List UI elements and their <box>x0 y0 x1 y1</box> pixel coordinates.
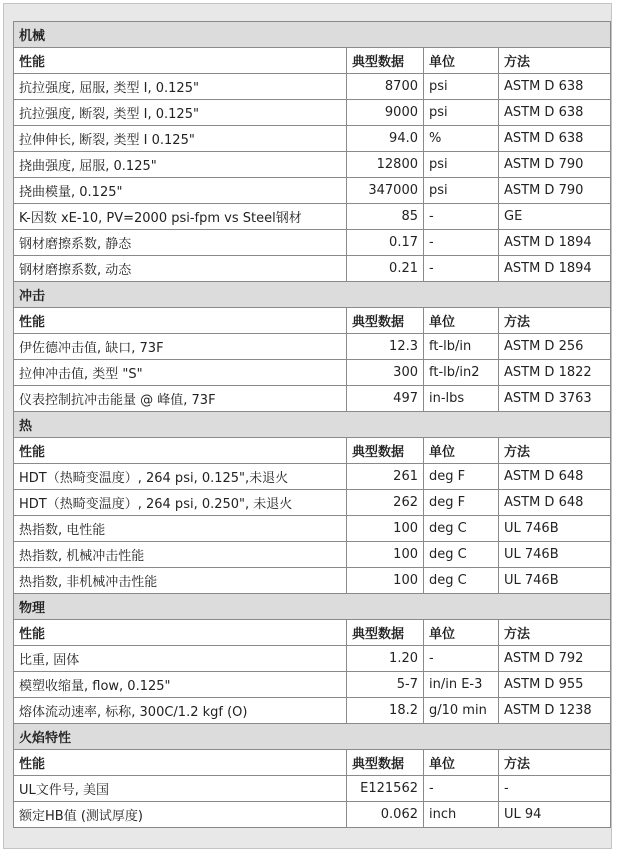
method-cell: ASTM D 638 <box>499 126 611 152</box>
property-cell: 比重, 固体 <box>14 646 347 672</box>
unit-cell: - <box>424 646 499 672</box>
property-cell: 热指数, 电性能 <box>14 516 347 542</box>
header-unit: 单位 <box>424 620 499 646</box>
value-cell: 94.0 <box>347 126 424 152</box>
unit-cell: deg C <box>424 568 499 594</box>
property-cell: 熔体流动速率, 标称, 300C/1.2 kgf (O) <box>14 698 347 724</box>
value-cell: 497 <box>347 386 424 412</box>
property-cell: 抗拉强度, 断裂, 类型 I, 0.125" <box>14 100 347 126</box>
section-header-row <box>14 724 611 750</box>
property-cell: 热指数, 机械冲击性能 <box>14 542 347 568</box>
unit-cell: deg F <box>424 490 499 516</box>
table-row <box>14 802 611 828</box>
table-row <box>14 334 611 360</box>
value-cell: 100 <box>347 516 424 542</box>
method-cell: ASTM D 792 <box>499 646 611 672</box>
column-header-row <box>14 438 611 464</box>
property-cell: 抗拉强度, 屈服, 类型 I, 0.125" <box>14 74 347 100</box>
value-cell: 8700 <box>347 74 424 100</box>
method-cell: UL 746B <box>499 516 611 542</box>
unit-cell: in-lbs <box>424 386 499 412</box>
method-cell: ASTM D 648 <box>499 464 611 490</box>
unit-cell: % <box>424 126 499 152</box>
unit-cell: psi <box>424 152 499 178</box>
table-row <box>14 672 611 698</box>
header-property: 性能 <box>14 438 347 464</box>
table-row <box>14 152 611 178</box>
section-title: 机械 <box>14 22 611 48</box>
table-row <box>14 464 611 490</box>
header-unit: 单位 <box>424 438 499 464</box>
unit-cell: psi <box>424 100 499 126</box>
value-cell: 5-7 <box>347 672 424 698</box>
property-cell: HDT（热畸变温度）, 264 psi, 0.250", 未退火 <box>14 490 347 516</box>
header-property: 性能 <box>14 750 347 776</box>
table-row <box>14 204 611 230</box>
table-row <box>14 100 611 126</box>
header-unit: 单位 <box>424 308 499 334</box>
table-row <box>14 516 611 542</box>
section-header-row <box>14 412 611 438</box>
value-cell: 9000 <box>347 100 424 126</box>
property-cell: 热指数, 非机械冲击性能 <box>14 568 347 594</box>
table-row <box>14 74 611 100</box>
table-row <box>14 776 611 802</box>
unit-cell: ft-lb/in <box>424 334 499 360</box>
value-cell: 85 <box>347 204 424 230</box>
unit-cell: ft-lb/in2 <box>424 360 499 386</box>
header-method: 方法 <box>499 620 611 646</box>
table-row <box>14 568 611 594</box>
method-cell: UL 746B <box>499 568 611 594</box>
unit-cell: - <box>424 204 499 230</box>
value-cell: 12.3 <box>347 334 424 360</box>
method-cell: ASTM D 3763 <box>499 386 611 412</box>
method-cell: ASTM D 256 <box>499 334 611 360</box>
column-header-row <box>14 48 611 74</box>
value-cell: 347000 <box>347 178 424 204</box>
table-row <box>14 542 611 568</box>
value-cell: 262 <box>347 490 424 516</box>
property-cell: 伊佐德冲击值, 缺口, 73F <box>14 334 347 360</box>
header-property: 性能 <box>14 48 347 74</box>
header-typical: 典型数据 <box>347 308 424 334</box>
header-method: 方法 <box>499 48 611 74</box>
section-title: 冲击 <box>14 282 611 308</box>
header-typical: 典型数据 <box>347 750 424 776</box>
unit-cell: deg C <box>424 516 499 542</box>
property-cell: 模塑收缩量, flow, 0.125" <box>14 672 347 698</box>
table-row <box>14 256 611 282</box>
table-row <box>14 126 611 152</box>
section-title: 物理 <box>14 594 611 620</box>
property-cell: 拉伸冲击值, 类型 "S" <box>14 360 347 386</box>
value-cell: 0.062 <box>347 802 424 828</box>
method-cell: ASTM D 648 <box>499 490 611 516</box>
properties-table <box>13 21 611 828</box>
unit-cell: - <box>424 776 499 802</box>
method-cell: UL 94 <box>499 802 611 828</box>
table-row <box>14 360 611 386</box>
property-cell: 额定HB值 (测试厚度) <box>14 802 347 828</box>
header-typical: 典型数据 <box>347 620 424 646</box>
header-typical: 典型数据 <box>347 438 424 464</box>
header-method: 方法 <box>499 308 611 334</box>
method-cell: ASTM D 1238 <box>499 698 611 724</box>
value-cell: 300 <box>347 360 424 386</box>
value-cell: 18.2 <box>347 698 424 724</box>
property-cell: 钢材磨擦系数, 静态 <box>14 230 347 256</box>
table-row <box>14 646 611 672</box>
unit-cell: in/in E-3 <box>424 672 499 698</box>
value-cell: 1.20 <box>347 646 424 672</box>
method-cell: ASTM D 1822 <box>499 360 611 386</box>
table-row <box>14 386 611 412</box>
table-row <box>14 178 611 204</box>
method-cell: UL 746B <box>499 542 611 568</box>
method-cell: ASTM D 638 <box>499 100 611 126</box>
header-unit: 单位 <box>424 750 499 776</box>
property-cell: 挠曲模量, 0.125" <box>14 178 347 204</box>
column-header-row <box>14 308 611 334</box>
value-cell: 0.17 <box>347 230 424 256</box>
unit-cell: deg C <box>424 542 499 568</box>
unit-cell: psi <box>424 178 499 204</box>
column-header-row <box>14 750 611 776</box>
value-cell: E121562 <box>347 776 424 802</box>
property-cell: K-因数 xE-10, PV=2000 psi-fpm vs Steel钢材 <box>14 204 347 230</box>
section-header-row <box>14 22 611 48</box>
header-method: 方法 <box>499 750 611 776</box>
header-property: 性能 <box>14 620 347 646</box>
section-header-row <box>14 594 611 620</box>
value-cell: 0.21 <box>347 256 424 282</box>
table-row <box>14 698 611 724</box>
value-cell: 100 <box>347 568 424 594</box>
method-cell: - <box>499 776 611 802</box>
method-cell: ASTM D 955 <box>499 672 611 698</box>
section-header-row <box>14 282 611 308</box>
property-cell: 仪表控制抗冲击能量 @ 峰值, 73F <box>14 386 347 412</box>
table-row <box>14 230 611 256</box>
method-cell: GE <box>499 204 611 230</box>
unit-cell: g/10 min <box>424 698 499 724</box>
value-cell: 261 <box>347 464 424 490</box>
method-cell: ASTM D 1894 <box>499 256 611 282</box>
unit-cell: - <box>424 256 499 282</box>
value-cell: 12800 <box>347 152 424 178</box>
unit-cell: inch <box>424 802 499 828</box>
column-header-row <box>14 620 611 646</box>
property-cell: 挠曲强度, 屈服, 0.125" <box>14 152 347 178</box>
datasheet-panel <box>3 3 612 849</box>
method-cell: ASTM D 638 <box>499 74 611 100</box>
property-cell: HDT（热畸变温度）, 264 psi, 0.125",未退火 <box>14 464 347 490</box>
value-cell: 100 <box>347 542 424 568</box>
header-typical: 典型数据 <box>347 48 424 74</box>
unit-cell: deg F <box>424 464 499 490</box>
property-cell: 拉伸伸长, 断裂, 类型 I 0.125" <box>14 126 347 152</box>
property-cell: UL文件号, 美国 <box>14 776 347 802</box>
header-unit: 单位 <box>424 48 499 74</box>
method-cell: ASTM D 790 <box>499 178 611 204</box>
section-title: 火焰特性 <box>14 724 611 750</box>
property-cell: 钢材磨擦系数, 动态 <box>14 256 347 282</box>
table-row <box>14 490 611 516</box>
unit-cell: - <box>424 230 499 256</box>
header-property: 性能 <box>14 308 347 334</box>
section-title: 热 <box>14 412 611 438</box>
method-cell: ASTM D 790 <box>499 152 611 178</box>
header-method: 方法 <box>499 438 611 464</box>
method-cell: ASTM D 1894 <box>499 230 611 256</box>
unit-cell: psi <box>424 74 499 100</box>
